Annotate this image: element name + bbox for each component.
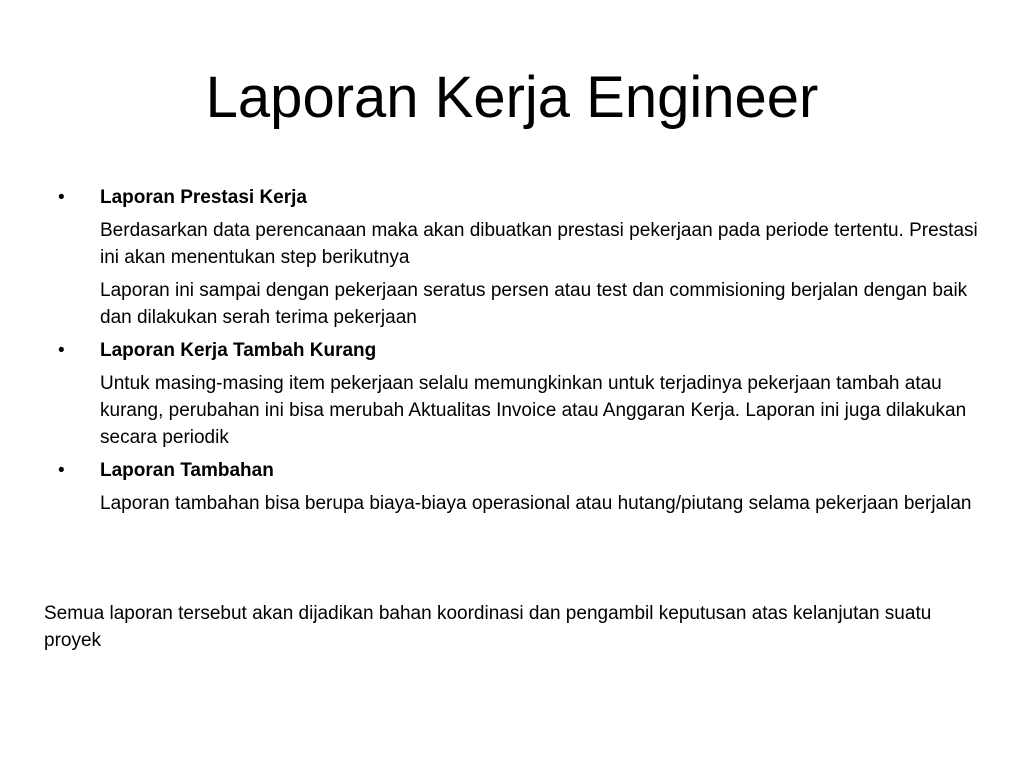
slide-title: Laporan Kerja Engineer — [205, 65, 819, 130]
bullet-icon: • — [58, 340, 65, 361]
bullet-item-prestasi-kerja — [58, 184, 978, 331]
bullet-heading: Laporan Kerja Tambah Kurang — [100, 340, 377, 361]
bullet-paragraph: Laporan tambahan bisa berupa biaya-biaya operasional atau hutang/piutang selama pekerjaan berjalan — [100, 493, 972, 514]
bullet-heading: Laporan Tambahan — [100, 460, 274, 481]
bullet-paragraph: Berdasarkan data perencanaan maka akan dibuatkan prestasi pekerjaan pada periode tertentu. Prestasi ini akan menentukan step berikutnya — [100, 220, 978, 268]
bullet-item-kerja-tambah-kurang — [58, 337, 978, 451]
conclusion-text: Semua laporan tersebut akan dijadikan bahan koordinasi dan pengambil keputusan atas kelanjutan suatu proyek — [44, 603, 932, 651]
bullet-paragraph: Laporan ini sampai dengan pekerjaan seratus persen atau test dan commisioning berjalan dengan baik dan dilakukan serah terima pekerjaan — [100, 280, 968, 328]
bullet-heading: Laporan Prestasi Kerja — [100, 187, 307, 208]
bullet-icon: • — [58, 460, 65, 481]
bullet-icon: • — [58, 187, 65, 208]
bullet-list — [58, 184, 978, 523]
bullet-item-tambahan — [58, 457, 978, 517]
bullet-paragraph: Untuk masing-masing item pekerjaan selalu memungkinkan untuk terjadinya pekerjaan tambah atau kurang, perubahan ini bisa merubah Aktualitas Invoice atau Anggaran Kerja. Laporan ini juga dilakukan secara periodik — [100, 373, 967, 448]
